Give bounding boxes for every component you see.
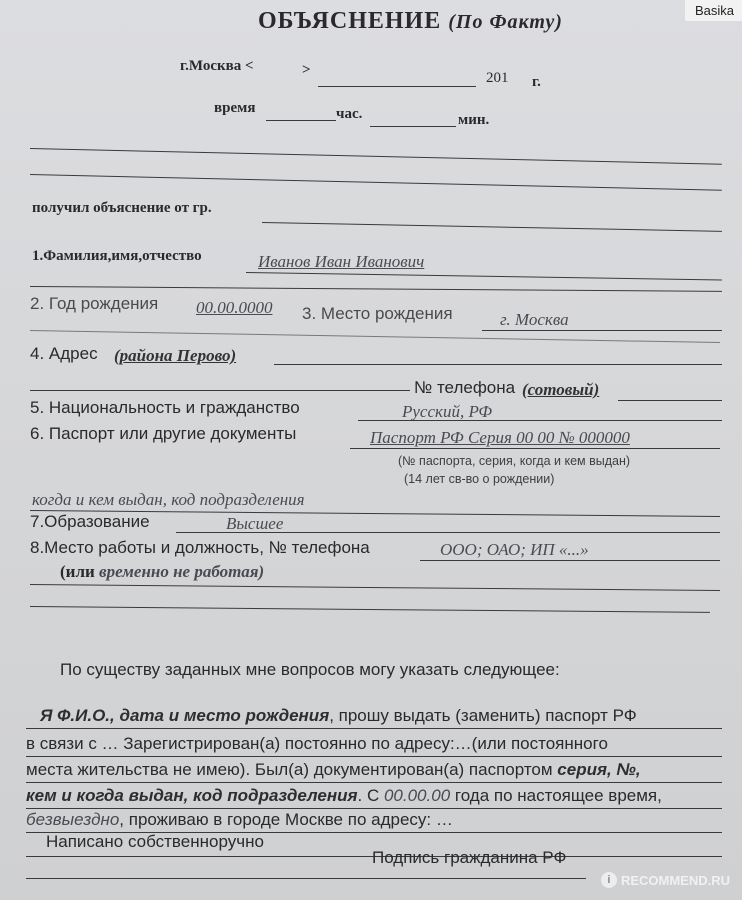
statement-italic: безвыездно <box>26 810 120 829</box>
issued-value: когда и кем выдан, код подразделения <box>32 490 305 509</box>
title-subtitle: (По Факту) <box>448 11 563 33</box>
statement-text: места жительства не имею). Был(а) документирован(а) паспортом <box>26 760 553 779</box>
work-value: ООО; ОАО; ИП «...» <box>440 540 589 559</box>
statement-line-5 <box>26 810 453 830</box>
blank-line <box>30 174 722 191</box>
nationality-label: 5. Национальность и гражданство <box>30 398 300 417</box>
blank-line <box>30 286 722 292</box>
address-label: 4. Адрес <box>30 344 98 363</box>
statement-text: , прошу выдать (заменить) паспорт РФ <box>329 706 637 725</box>
statement-line <box>26 756 722 757</box>
received-line <box>262 222 722 232</box>
address-line <box>274 364 722 365</box>
work-label: 8.Место работы и должность, № телефона <box>30 538 370 557</box>
statement-bold: кем и когда выдан, код подразделения <box>26 786 358 805</box>
passport-line <box>350 448 720 449</box>
passport-value: Паспорт РФ Серия 00 00 № 000000 <box>370 428 630 447</box>
blank-line <box>30 584 720 591</box>
statement-bold: Я Ф.И.О., дата и место рождения <box>40 706 330 725</box>
title-text: ОБЪЯСНЕНИЕ <box>258 8 442 34</box>
birth-year-value: 00.00.0000 <box>196 298 273 317</box>
birth-place-value: г. Москва <box>500 310 569 329</box>
year-suffix: г. <box>532 74 541 90</box>
blank-line <box>30 390 410 391</box>
signature-label: Подпись гражданина РФ <box>372 848 567 867</box>
name-label: 1.Фамилия,имя,отчество <box>32 248 202 264</box>
education-line <box>176 532 720 533</box>
birth-place-label: 3. Место рождения <box>302 304 453 323</box>
address-value: (района Перово) <box>114 346 237 365</box>
passport-hint: (№ паспорта, серия, когда и кем выдан) <box>398 454 631 468</box>
phone-line <box>618 400 722 401</box>
name-line <box>246 272 722 280</box>
date-bracket: > <box>302 62 311 78</box>
birth-cert-hint: (14 лет св-во о рождении) <box>404 472 555 486</box>
city-label: г.Москва < <box>180 58 254 74</box>
source-badge: Basika <box>685 0 742 21</box>
minutes-line <box>370 126 456 127</box>
watermark-text: RECOMMEND.RU <box>620 872 730 888</box>
work-alt-rest: временно не работая) <box>99 562 265 581</box>
phone-label: № телефона <box>414 378 516 397</box>
intro-text: По существу заданных мне вопросов могу указать следующее: <box>60 660 560 679</box>
name-value: Иванов Иван Иванович <box>258 252 425 271</box>
statement-text: , проживаю в городе Москве по адресу: … <box>119 810 453 829</box>
received-label: получил объяснение от гр. <box>32 200 212 216</box>
blank-line <box>30 330 720 343</box>
statement-line-4 <box>26 786 662 806</box>
blank-line <box>30 148 722 165</box>
phone-value: (сотовый) <box>522 380 600 399</box>
statement-line-2: в связи с … Зарегистрирован(а) постоянно по адресу:…(или постоянного <box>26 734 608 753</box>
minutes-label: мин. <box>458 112 490 128</box>
hours-line <box>266 120 336 121</box>
nationality-value: Русский, РФ <box>402 402 493 421</box>
statement-line <box>26 808 722 809</box>
statement-date: 00.00.00 <box>383 786 451 805</box>
birth-year-label: 2. Год рождения <box>30 294 159 313</box>
handwritten-note: Написано собственноручно <box>46 832 264 851</box>
date-line <box>318 86 476 87</box>
signature-line <box>26 878 586 879</box>
document-title <box>258 8 563 35</box>
blank-line <box>30 606 710 613</box>
statement-text: . С <box>357 786 380 805</box>
watermark <box>601 872 730 888</box>
statement-line <box>26 728 722 729</box>
education-value: Высшее <box>226 514 284 533</box>
hours-label: час. <box>336 106 363 122</box>
statement-bold: серия, №, <box>557 760 641 779</box>
statement-line <box>26 782 722 783</box>
statement-line-3 <box>26 760 641 780</box>
recommend-icon: i <box>601 872 617 888</box>
education-label: 7.Образование <box>30 512 150 531</box>
work-line <box>420 560 720 561</box>
nationality-line <box>358 420 722 421</box>
statement-line-1 <box>40 706 637 726</box>
statement-text: года по настоящее время, <box>454 786 662 805</box>
work-alt <box>60 562 264 582</box>
time-label: время <box>214 100 256 116</box>
passport-label: 6. Паспорт или другие документы <box>30 424 297 443</box>
work-alt-bold: (или <box>60 562 95 581</box>
birth-place-line <box>482 330 722 331</box>
year-text: 201 <box>486 70 509 86</box>
